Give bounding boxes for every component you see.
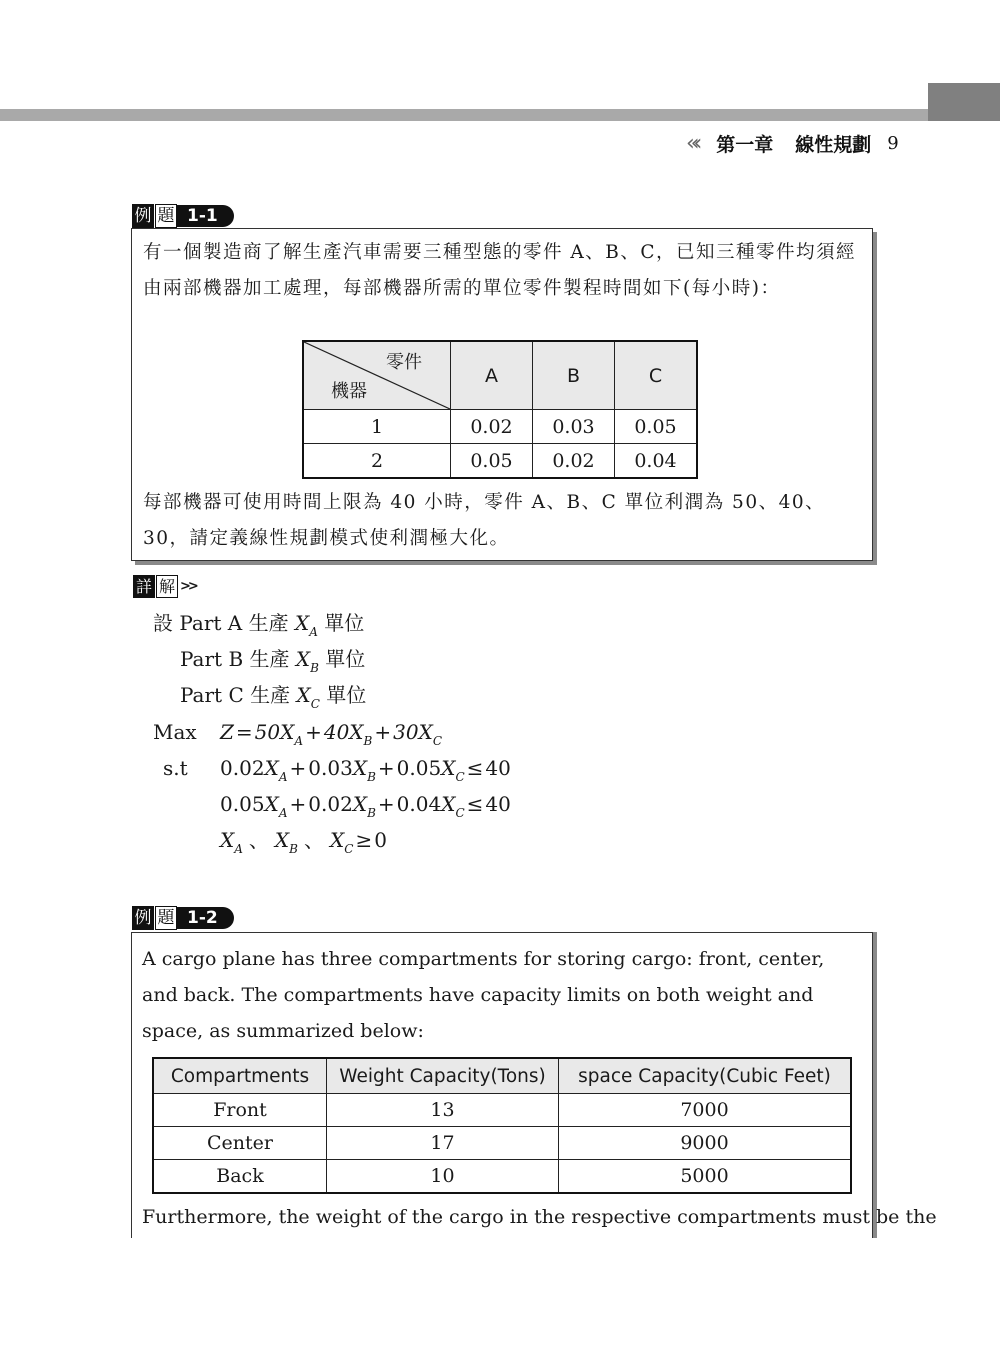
solution-text: Part B 生產 xyxy=(180,647,290,671)
table-cell: 17 xyxy=(327,1127,559,1160)
table-cell: 0.05 xyxy=(615,410,698,444)
problem-text-2: Furthermore, the weight of the cargo in the respective compartments must be the xyxy=(142,1206,937,1228)
solution-text: Part C 生產 xyxy=(180,683,291,707)
table-cell: 13 xyxy=(327,1094,559,1127)
solution-text: 單位 xyxy=(324,611,365,635)
solution-line xyxy=(180,644,365,677)
diagonal-line xyxy=(304,342,450,409)
math-expr: $0.05X_A + 0.02X_B + 0.04X_C \le 40$ xyxy=(220,792,511,820)
solution-text: 單位 xyxy=(325,647,366,671)
page-number: 9 xyxy=(887,132,899,154)
max-label: Max xyxy=(153,720,197,744)
solution-char-2: 解 xyxy=(156,575,178,598)
chapter-label: 第一章 xyxy=(716,133,774,156)
table-cell: Back xyxy=(153,1160,327,1194)
example-box-2 xyxy=(131,932,937,1238)
table-cell: 10 xyxy=(327,1160,559,1194)
example-char-2: 題 xyxy=(155,204,177,228)
example-char-1: 例 xyxy=(132,204,154,228)
math-expr: $0.02X_A + 0.03X_B + 0.05X_C \le 40$ xyxy=(220,756,511,784)
table-cell: Front xyxy=(153,1094,327,1127)
table-cell: 0.02 xyxy=(451,410,533,444)
problem-text: 有一個製造商了解生產汽車需要三種型態的零件 A、B、C，已知三種零件均須經由兩部機器加工處理，每部機器所需的單位零件製程時間如下(每小時)： xyxy=(143,242,856,299)
example-char-1: 例 xyxy=(132,906,154,930)
variable: X xyxy=(294,611,310,635)
table-row xyxy=(153,1127,851,1160)
objective-function xyxy=(220,717,442,750)
table-row xyxy=(303,410,697,444)
chevron-left-icon: «‹ xyxy=(686,130,697,156)
solution-label xyxy=(133,575,196,598)
example-label-2 xyxy=(132,900,234,930)
table-cell: 2 xyxy=(303,444,451,479)
machine-time-table xyxy=(302,340,698,479)
table-cell: 1 xyxy=(303,410,451,444)
example-label-1 xyxy=(132,198,234,228)
solution-line xyxy=(153,608,364,641)
table-row xyxy=(303,444,697,479)
solution-text: 單位 xyxy=(326,683,367,707)
table-row xyxy=(153,1094,851,1127)
header-block xyxy=(928,83,1000,121)
solution-text: 設 Part A 生產 xyxy=(153,611,289,635)
chapter-title: 線性規劃 xyxy=(795,133,872,156)
column-header: C xyxy=(615,341,698,410)
table-cell: 5000 xyxy=(559,1160,852,1194)
math-expr: $X_A$ 、 $X_B$ 、 $X_C \ge 0$ xyxy=(220,828,387,856)
column-header: A xyxy=(451,341,533,410)
variable: X xyxy=(295,647,311,671)
problem-text-2: 每部機器可使用時間上限為 40 小時，零件 A、B、C 單位利潤為 50、40、30，請定義線性規劃模式使利潤極大化。 xyxy=(143,492,826,549)
table-cell: 7000 xyxy=(559,1094,852,1127)
column-header: Weight Capacity(Tons) xyxy=(327,1058,559,1094)
example-number: 1-1 xyxy=(177,205,234,227)
math-expr: $Z = 50X_A + 40X_B + 30X_C$ xyxy=(220,720,443,748)
subscript: C xyxy=(310,697,320,711)
running-head xyxy=(686,130,899,156)
table-cell: 0.02 xyxy=(533,444,615,479)
header-parts: 零件 xyxy=(386,352,422,373)
column-header: Compartments xyxy=(153,1058,327,1094)
constraint-3 xyxy=(220,825,387,858)
solution-line xyxy=(180,680,366,713)
variable: X xyxy=(296,683,311,707)
subscript: B xyxy=(310,661,319,675)
subscript: A xyxy=(309,625,318,639)
table-cell: 9000 xyxy=(559,1127,852,1160)
table-cell: Center xyxy=(153,1127,327,1160)
table-cell: 0.05 xyxy=(451,444,533,479)
table-cell: 0.03 xyxy=(533,410,615,444)
table-row xyxy=(153,1160,851,1194)
column-header: space Capacity(Cubic Feet) xyxy=(559,1058,852,1094)
double-arrow-icon: >> xyxy=(180,579,196,594)
constraint-1 xyxy=(220,753,511,786)
st-label: s.t xyxy=(163,756,188,780)
diagonal-header-cell xyxy=(303,341,451,410)
problem-text: A cargo plane has three compartments for storing cargo: front, center, and back. The compartments have capacity limits on both weight and space, as summarized below: xyxy=(142,948,825,1042)
header-machine: 機器 xyxy=(331,381,367,402)
table-cell: 0.04 xyxy=(615,444,698,479)
constraint-2 xyxy=(220,789,511,822)
compartment-table xyxy=(152,1057,852,1194)
header-bar xyxy=(0,109,928,121)
column-header: B xyxy=(533,341,615,410)
example-number: 1-2 xyxy=(177,907,234,929)
solution-char-1: 詳 xyxy=(133,575,155,598)
example-box-1 xyxy=(131,228,873,561)
example-char-2: 題 xyxy=(155,906,177,930)
